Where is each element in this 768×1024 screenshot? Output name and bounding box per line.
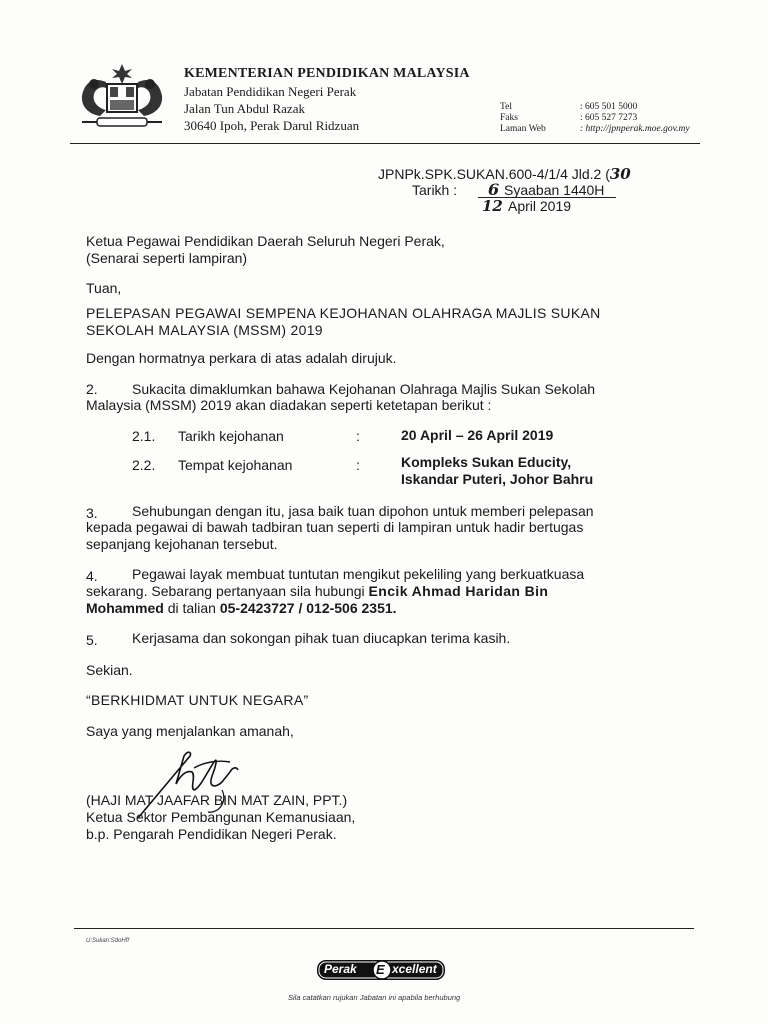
recipient-line-2: (Senarai seperti lampiran)	[86, 250, 248, 266]
para-4-line-2	[86, 583, 548, 600]
signatory-title-1: Ketua Sektor Pembangunan Kemanusiaan,	[86, 809, 356, 825]
reference-handwritten: 30	[609, 165, 631, 183]
para-4-line-1: Pegawai layak membuat tuntutan mengikut pekeliling yang berkuatkuasa	[132, 566, 585, 582]
para-2-number: 2.	[86, 381, 98, 397]
item-2-label: Tempat kejohanan	[178, 457, 293, 473]
closing: Sekian.	[86, 662, 133, 678]
city-address: 30640 Ipoh, Perak Darul Ridzuan	[184, 118, 360, 133]
para-2-line-1: Sukacita dimaklumkan bahawa Kejohanan Olahraga Majlis Sukan Sekolah	[132, 381, 596, 397]
item-2-colon: :	[356, 457, 360, 473]
contact-label-web: Laman Web	[500, 124, 546, 134]
item-2-number: 2.2.	[132, 457, 156, 473]
item-1-label: Tarikh kejohanan	[178, 428, 284, 444]
para-5-number: 5.	[86, 632, 98, 648]
logo-word-perak: Perak	[324, 962, 357, 976]
footer-divider	[74, 928, 694, 929]
para-3-line-3: sepanjang kejohanan tersebut.	[86, 536, 278, 552]
contact-label-tel: Tel	[500, 102, 512, 112]
header-divider	[70, 143, 700, 144]
item-1-value: 20 April – 26 April 2019	[401, 427, 554, 443]
para-2-line-2: Malaysia (MSSM) 2019 akan diadakan seperti ketetapan berikut :	[86, 397, 492, 413]
gregorian-date: April 2019	[508, 198, 572, 214]
contact-person-name-2: Mohammed	[86, 600, 164, 616]
perak-excellent-logo	[316, 958, 446, 982]
signatory-name: (HAJI MAT JAAFAR BIN MAT ZAIN, PPT.)	[86, 792, 348, 808]
phone-prefix: di talian	[167, 600, 216, 616]
subject-line-1: PELEPASAN PEGAWAI SEMPENA KEJOHANAN OLAHRAGA MAJLIS SUKAN	[86, 305, 601, 321]
para-4-line-3	[86, 600, 397, 617]
para-4-number: 4.	[86, 568, 98, 584]
contact-phone: 05-2423727 / 012-506 2351.	[219, 600, 397, 616]
para-5-text: Kerjasama dan sokongan pihak tuan diucapkan terima kasih.	[132, 630, 511, 646]
hijri-day-handwritten: 6	[488, 180, 500, 199]
para-3-number: 3.	[86, 505, 98, 521]
item-1-colon: :	[356, 428, 360, 444]
contact-value-web: : http://jpnperak.moe.gov.my	[580, 124, 690, 134]
salutation: Tuan,	[86, 280, 122, 296]
para-3-line-1: Sehubungan dengan itu, jasa baik tuan dipohon untuk memberi pelepasan	[132, 503, 594, 519]
intro-text: Dengan hormatnya perkara di atas adalah dirujuk.	[86, 350, 397, 366]
contact-label-fax: Faks	[500, 113, 518, 123]
recipient-line-1: Ketua Pegawai Pendidikan Daerah Seluruh Negeri Perak,	[86, 233, 445, 249]
footer-note: Sila catatkan rujukan Jabatan ini apabila berhubung	[288, 993, 461, 1002]
department-name: Jabatan Pendidikan Negeri Perak	[184, 84, 357, 99]
ministry-name: KEMENTERIAN PENDIDIKAN MALAYSIA	[184, 66, 470, 81]
item-2-value-2: Iskandar Puteri, Johor Bahru	[401, 471, 594, 487]
logo-word-xcellent: xcellent	[392, 962, 437, 976]
logo-letter-e: E	[376, 962, 385, 977]
reference-number-text: JPNPk.SPK.SUKAN.600-4/1/4 Jld.2 (	[378, 166, 610, 182]
item-2-value-1: Kompleks Sukan Educity,	[401, 454, 572, 470]
amanah-text: Saya yang menjalankan amanah,	[86, 723, 294, 739]
subject-line-2: SEKOLAH MALAYSIA (MSSM) 2019	[86, 322, 323, 338]
para-4-line-2-text: sekarang. Sebarang pertanyaan sila hubungi	[86, 583, 365, 599]
contact-value-fax: : 605 527 7273	[580, 113, 638, 123]
ministry-crest	[72, 62, 172, 132]
para-3-line-2: kepada pegawai di bawah tadbiran tuan seperti di lampiran untuk hadir bertugas	[86, 519, 584, 535]
contact-person-name-1: Encik Ahmad Haridan Bin	[368, 583, 549, 599]
contact-value-tel: : 605 501 5000	[580, 102, 638, 112]
file-reference: U:Sukan:SdoHff	[86, 938, 130, 944]
hijri-date: Syaaban 1440H	[504, 182, 605, 198]
motto: “BERKHIDMAT UNTUK NEGARA”	[86, 692, 309, 708]
item-1-number: 2.1.	[132, 428, 156, 444]
signatory-title-2: b.p. Pengarah Pendidikan Negeri Perak.	[86, 826, 337, 842]
date-label: Tarikh :	[412, 182, 458, 198]
gregorian-day-handwritten: 12	[482, 197, 503, 215]
street-address: Jalan Tun Abdul Razak	[184, 101, 305, 116]
